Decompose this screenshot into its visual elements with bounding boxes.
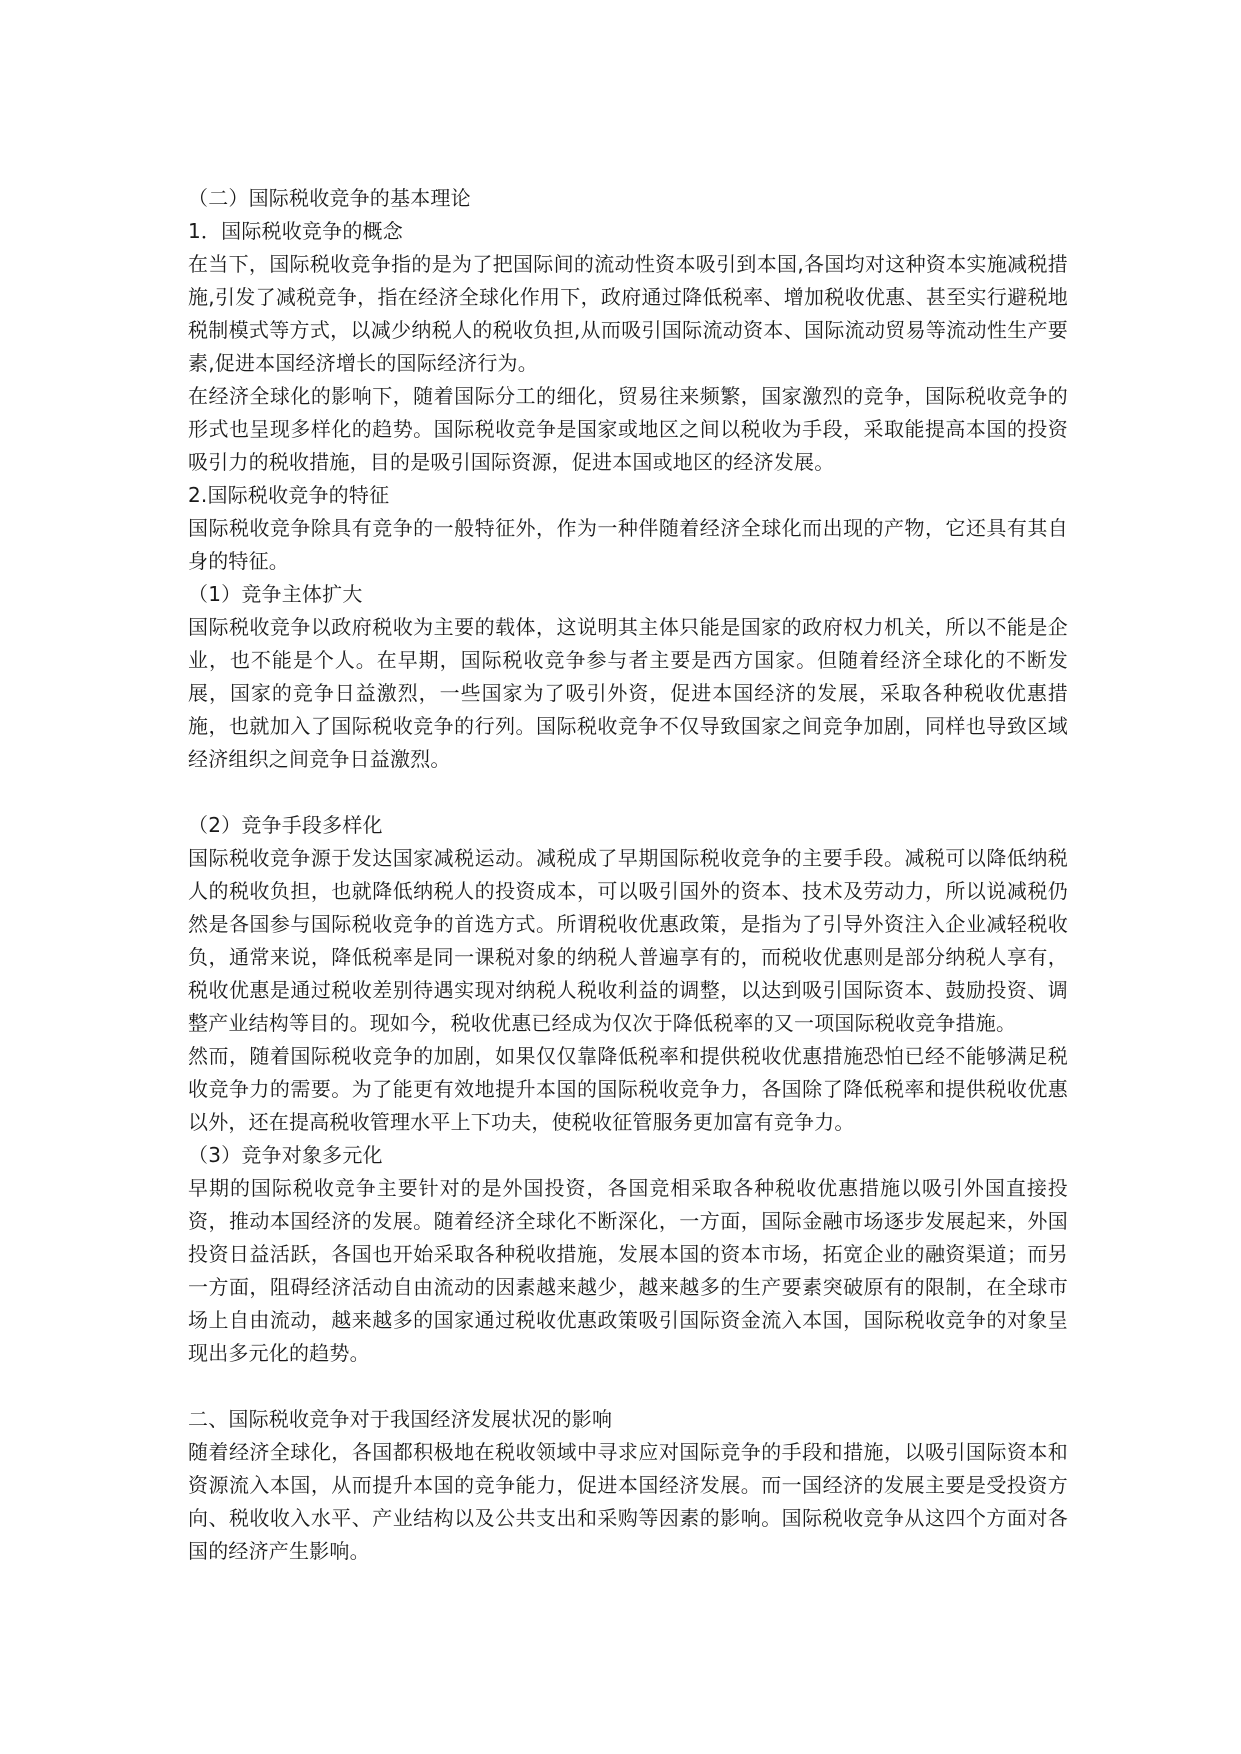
paragraph-features-intro: 国际税收竞争除具有竞争的一般特征外，作为一种伴随着经济全球化而出现的产物，它还具有其自身的特征。 — [188, 516, 1068, 573]
part-heading-impact: 二、国际税收竞争对于我国经济发展状况的影响 — [188, 1407, 613, 1431]
blank-line — [188, 776, 1068, 809]
paragraph-concept-definition: 在当下，国际税收竞争指的是为了把国际间的流动性资本吸引到本国,各国均对这种资本实施减税措施,引发了减税竞争，指在经济全球化作用下，政府通过降低税率、增加税收优惠、甚至实行避税地税制模式等方式，以减少纳税人的税收负担,从而吸引国际流动资本、国际流动贸易等流动性生产要素,促进本国经济增长的国际经济行为。 — [188, 252, 1068, 375]
paragraph-impact: 随着经济全球化，各国都积极地在税收领域中寻求应对国际竞争的手段和措施，以吸引国际资本和资源流入本国，从而提升本国的竞争能力，促进本国经济发展。而一国经济的发展主要是受投资方向、税收收入水平、产业结构以及公共支出和采购等因素的影响。国际税收竞争从这四个方面对各国的经济产生影响。 — [188, 1440, 1068, 1563]
document-body — [188, 182, 1068, 1568]
blank-line — [188, 1370, 1068, 1403]
section-heading: （二）国际税收竞争的基本理论 — [188, 186, 471, 210]
item-heading-object-diversification: （3）竞争对象多元化 — [188, 1143, 383, 1167]
paragraph-concept-context: 在经济全球化的影响下，随着国际分工的细化，贸易往来频繁，国家激烈的竞争，国际税收竞争的形式也呈现多样化的趋势。国际税收竞争是国家或地区之间以税收为手段，采取能提高本国的投资吸引力的税收措施，目的是吸引国际资源，促进本国或地区的经济发展。 — [188, 384, 1068, 474]
paragraph-means-management: 然而，随着国际税收竞争的加剧，如果仅仅靠降低税率和提供税收优惠措施恐怕已经不能够满足税收竞争力的需要。为了能更有效地提升本国的国际税收竞争力，各国除了降低税率和提供税收优惠以外，还在提高税收管理水平上下功夫，使税收征管服务更加富有竞争力。 — [188, 1044, 1068, 1134]
paragraph-subject-expansion: 国际税收竞争以政府税收为主要的载体，这说明其主体只能是国家的政府权力机关，所以不能是企业，也不能是个人。在早期，国际税收竞争参与者主要是西方国家。但随着经济全球化的不断发展，国家的竞争日益激烈，一些国家为了吸引外资，促进本国经济的发展，采取各种税收优惠措施，也就加入了国际税收竞争的行列。国际税收竞争不仅导致国家之间竞争加剧，同样也导致区域经济组织之间竞争日益激烈。 — [188, 615, 1068, 771]
subsection-heading-features: 2.国际税收竞争的特征 — [188, 483, 390, 507]
subsection-heading-concept: 1．国际税收竞争的概念 — [188, 219, 403, 243]
item-heading-subject-expansion: （1）竞争主体扩大 — [188, 582, 363, 606]
paragraph-object-diversification: 早期的国际税收竞争主要针对的是外国投资，各国竞相采取各种税收优惠措施以吸引外国直接投资，推动本国经济的发展。随着经济全球化不断深化，一方面，国际金融市场逐步发展起来，外国投资日益活跃，各国也开始采取各种税收措施，发展本国的资本市场，拓宽企业的融资渠道；而另一方面，阻碍经济活动自由流动的因素越来越少，越来越多的生产要素突破原有的限制，在全球市场上自由流动，越来越多的国家通过税收优惠政策吸引国际资金流入本国，国际税收竞争的对象呈现出多元化的趋势。 — [188, 1176, 1068, 1365]
paragraph-means-diversification: 国际税收竞争源于发达国家减税运动。减税成了早期国际税收竞争的主要手段。减税可以降低纳税人的税收负担，也就降低纳税人的投资成本，可以吸引国外的资本、技术及劳动力，所以说减税仍然是各国参与国际税收竞争的首选方式。所谓税收优惠政策，是指为了引导外资注入企业减轻税收负，通常来说，降低税率是同一课税对象的纳税人普遍享有的，而税收优惠则是部分纳税人享有，税收优惠是通过税收差别待遇实现对纳税人税收利益的调整，以达到吸引国际资本、鼓励投资、调整产业结构等目的。现如今，税收优惠已经成为仅次于降低税率的又一项国际税收竞争措施。 — [188, 846, 1068, 1035]
item-heading-means-diversification: （2）竞争手段多样化 — [188, 813, 383, 837]
